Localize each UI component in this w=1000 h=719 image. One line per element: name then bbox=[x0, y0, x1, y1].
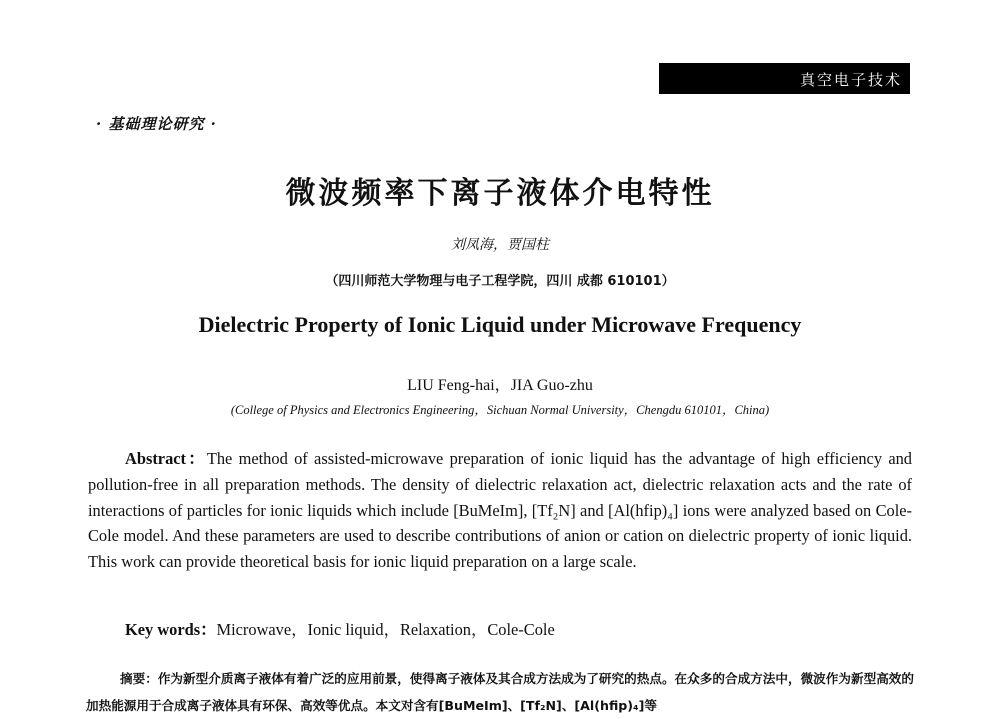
section-label: · 基础理论研究 · bbox=[96, 115, 217, 133]
journal-name: 真空电子技术 bbox=[799, 71, 902, 89]
english-title: Dielectric Property of Ionic Liquid under Microwave Frequency bbox=[198, 312, 802, 337]
abstract-text: The method of assisted-microwave preparation of ionic liquid has the advantage of high efficiency and pollution-free in all preparation methods. The density of dielectric relaxation act, dielectric relaxation acts and the rate of interactions of particles for ionic liquids which include [BuMeIm], [Tf₂N] and [Al(hfip)₄] ions were analyzed based on Cole-Cole model. And these parameters are used to describe contributions of anion or cation on dielectric property of ionic liquid. This work can provide theoretical basis for ionic liquid preparation on a large scale. bbox=[88, 449, 912, 572]
english-authors: LIU Feng-hai，JIA Guo-zhu bbox=[407, 377, 593, 394]
chinese-title: 微波频率下离子液体介电特性 bbox=[285, 176, 715, 211]
keywords-text: Microwave，Ionic liquid，Relaxation，Cole-Cole bbox=[216, 620, 555, 639]
chinese-abstract bbox=[86, 665, 914, 719]
chinese-abstract-text: 作为新型介质离子液体有着广泛的应用前景，使得离子液体及其合成方法成为了研究的热点。在众多的合成方法中，微波作为新型高效的加热能源用于合成离子液体具有环保、高效等优点。本文对含有[BuMeIm]、[Tf₂N]、[Al(hfip)₄]等 bbox=[86, 671, 915, 713]
chinese-abstract-label: 摘要： bbox=[120, 671, 158, 686]
journal-header-bar bbox=[659, 63, 910, 94]
chinese-affiliation: （四川师范大学物理与电子工程学院，四川 成都 610101） bbox=[325, 274, 675, 289]
chinese-authors: 刘凤海，贾国柱 bbox=[451, 237, 549, 253]
english-keywords bbox=[125, 616, 555, 640]
abstract-label: Abstract： bbox=[125, 449, 207, 468]
english-affiliation: (College of Physics and Electronics Engineering，Sichuan Normal University，Chengdu 610101，China) bbox=[230, 403, 770, 417]
english-abstract bbox=[88, 446, 912, 575]
keywords-label: Key words： bbox=[125, 620, 217, 639]
